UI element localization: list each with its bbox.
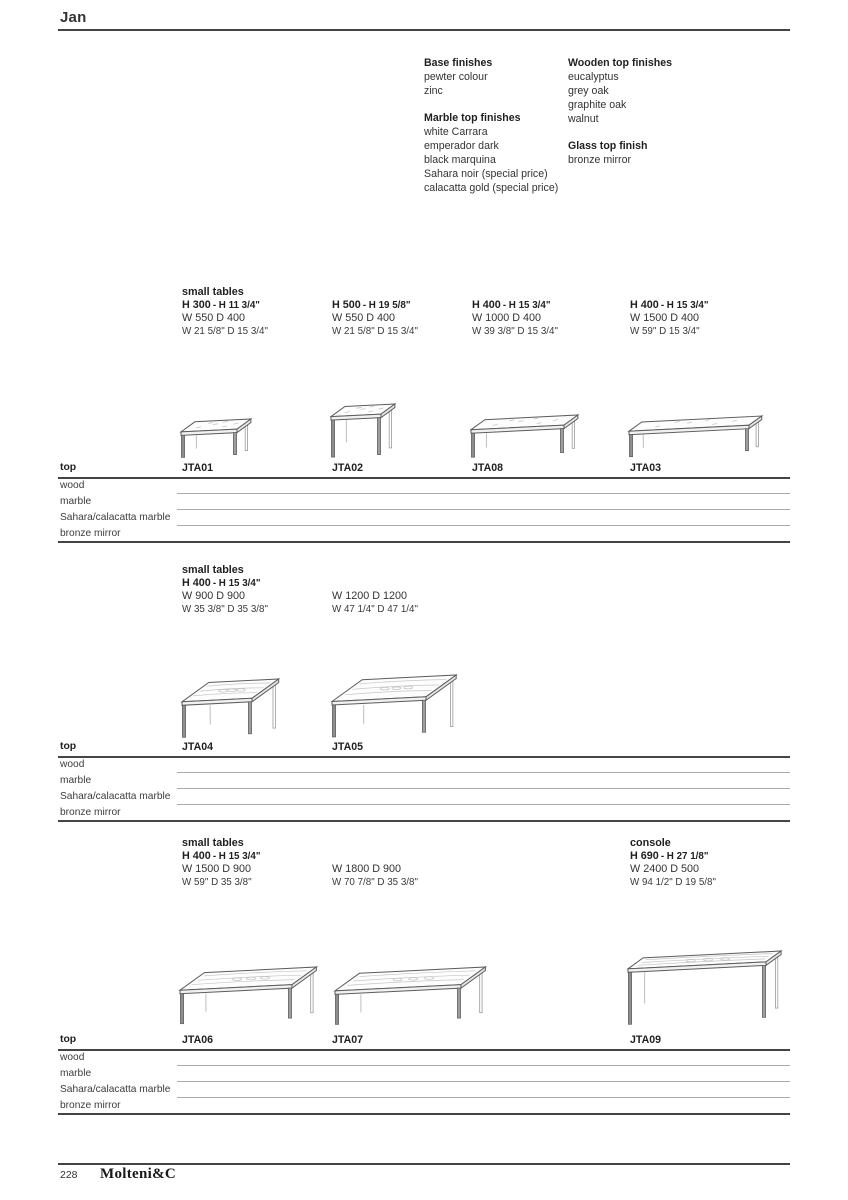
finish-row-label: Sahara/calacatta marble <box>60 1084 171 1095</box>
finish-row-label: marble <box>60 1068 92 1079</box>
table-drawing-jta03 <box>627 414 764 459</box>
finish-row-label: wood <box>60 759 85 770</box>
grid-top-label: top <box>60 462 77 473</box>
spec-metric: W 1000 D 400 <box>472 312 542 324</box>
spec-block-jta04 <box>182 564 332 616</box>
finish-item: pewter colour <box>424 71 488 83</box>
spec-category: small tables <box>182 564 244 576</box>
product-code-jta05: JTA05 <box>332 741 364 753</box>
spec-block-jta06 <box>182 837 332 889</box>
section-bottom-rule <box>58 1113 790 1115</box>
finish-item: graphite oak <box>568 99 627 111</box>
isometric-table-drawing <box>469 413 580 459</box>
finish-item: Sahara noir (special price) <box>424 168 548 180</box>
finish-row-label: Sahara/calacatta marble <box>60 512 171 523</box>
grid-row-rule <box>177 788 790 789</box>
table-drawing-jta04 <box>180 677 281 739</box>
finish-row-label: wood <box>60 1052 85 1063</box>
finish-item: bronze mirror <box>568 154 631 166</box>
spec-category <box>472 286 622 299</box>
finish-row-label: bronze mirror <box>60 528 121 539</box>
spec-height: H 400 - H 15 3/4" <box>630 299 709 311</box>
finish-item: white Carrara <box>424 126 488 138</box>
page-number: 228 <box>60 1169 78 1181</box>
isometric-table-drawing <box>333 965 487 1026</box>
finish-group-glass <box>568 139 718 167</box>
footer-rule <box>58 1163 790 1165</box>
spec-category <box>630 286 780 299</box>
spec-category: console <box>630 837 671 849</box>
finish-item: eucalyptus <box>568 71 619 83</box>
spec-block-jta01 <box>182 286 332 338</box>
table-drawing-jta05 <box>330 673 458 739</box>
grid-header-rule <box>58 477 790 479</box>
spec-category <box>332 286 482 299</box>
spec-imperial: W 21 5/8" D 15 3/4" <box>182 326 268 337</box>
spec-imperial: W 21 5/8" D 15 3/4" <box>332 326 418 337</box>
table-drawing-jta09 <box>626 949 783 1026</box>
finish-item: emperador dark <box>424 140 499 152</box>
grid-header-rule <box>58 756 790 758</box>
isometric-table-drawing <box>179 417 253 459</box>
spec-height: H 500 - H 19 5/8" <box>332 299 411 311</box>
title-rule <box>58 29 790 31</box>
table-drawing-jta07 <box>333 965 487 1026</box>
finishes-column-1 <box>424 56 574 208</box>
spec-imperial: W 59" D 15 3/4" <box>630 326 700 337</box>
spec-category: small tables <box>182 837 244 849</box>
product-code-jta09: JTA09 <box>630 1034 662 1046</box>
finish-group-title: Glass top finish <box>568 140 648 152</box>
spec-metric: W 900 D 900 <box>182 590 246 602</box>
product-code-jta07: JTA07 <box>332 1034 364 1046</box>
grid-row-rule <box>177 772 790 773</box>
spec-imperial: W 59" D 35 3/8" <box>182 877 252 888</box>
finish-group-marble <box>424 111 574 195</box>
spec-metric: W 1800 D 900 <box>332 863 402 875</box>
finishes-column-2 <box>568 56 718 180</box>
finish-group-title: Wooden top finishes <box>568 57 672 69</box>
grid-top-label: top <box>60 741 77 752</box>
isometric-table-drawing <box>329 402 397 459</box>
spec-metric: W 550 D 400 <box>182 312 246 324</box>
spec-metric: W 550 D 400 <box>332 312 396 324</box>
spec-imperial: W 70 7/8" D 35 3/8" <box>332 877 418 888</box>
brand-logo: Molteni&C <box>100 1166 177 1182</box>
finish-item: zinc <box>424 85 443 97</box>
spec-block-jta05 <box>332 564 482 616</box>
spec-block-jta03 <box>630 286 780 338</box>
isometric-table-drawing <box>330 673 458 739</box>
table-drawing-jta08 <box>469 413 580 459</box>
grid-row-rule <box>177 1081 790 1082</box>
grid-header-rule <box>58 1049 790 1051</box>
section-bottom-rule <box>58 541 790 543</box>
spec-block-jta09 <box>630 837 780 889</box>
finish-group-wood <box>568 56 718 126</box>
finish-item: grey oak <box>568 85 609 97</box>
table-drawing-jta06 <box>178 965 318 1026</box>
section-bottom-rule <box>58 820 790 822</box>
finish-row-label: marble <box>60 775 92 786</box>
isometric-table-drawing <box>180 677 281 739</box>
spec-height: H 400 - H 15 3/4" <box>472 299 551 311</box>
spec-block-jta07 <box>332 837 482 889</box>
isometric-table-drawing <box>178 965 318 1026</box>
product-code-jta03: JTA03 <box>630 462 662 474</box>
spec-category <box>332 837 482 850</box>
spec-imperial: W 47 1/4" D 47 1/4" <box>332 604 418 615</box>
grid-row-rule <box>177 1097 790 1098</box>
spec-metric: W 2400 D 500 <box>630 863 700 875</box>
grid-top-label: top <box>60 1034 77 1045</box>
product-code-jta01: JTA01 <box>182 462 214 474</box>
isometric-table-drawing <box>627 414 764 459</box>
finish-row-label: bronze mirror <box>60 807 121 818</box>
product-code-jta02: JTA02 <box>332 462 364 474</box>
finish-item: calacatta gold (special price) <box>424 182 559 194</box>
spec-category <box>332 564 482 577</box>
spec-height <box>332 850 482 863</box>
grid-row-rule <box>177 1065 790 1066</box>
finish-item: walnut <box>568 113 599 125</box>
product-code-jta04: JTA04 <box>182 741 214 753</box>
spec-height: H 400 - H 15 3/4" <box>182 850 261 862</box>
table-drawing-jta01 <box>179 417 253 459</box>
page-title: Jan <box>60 9 87 26</box>
grid-row-rule <box>177 509 790 510</box>
finish-group-title: Marble top finishes <box>424 112 521 124</box>
finish-row-label: Sahara/calacatta marble <box>60 791 171 802</box>
spec-metric: W 1500 D 900 <box>182 863 252 875</box>
spec-imperial: W 39 3/8" D 15 3/4" <box>472 326 558 337</box>
grid-row-rule <box>177 525 790 526</box>
spec-block-jta08 <box>472 286 622 338</box>
spec-height: H 690 - H 27 1/8" <box>630 850 709 862</box>
grid-row-rule <box>177 493 790 494</box>
grid-row-rule <box>177 804 790 805</box>
spec-block-jta02 <box>332 286 482 338</box>
spec-metric: W 1200 D 1200 <box>332 590 408 602</box>
spec-metric: W 1500 D 400 <box>630 312 700 324</box>
spec-category: small tables <box>182 286 244 298</box>
spec-imperial: W 35 3/8" D 35 3/8" <box>182 604 268 615</box>
finish-group-title: Base finishes <box>424 57 493 69</box>
finish-row-label: bronze mirror <box>60 1100 121 1111</box>
isometric-table-drawing <box>626 949 783 1026</box>
spec-height: H 300 - H 11 3/4" <box>182 299 260 311</box>
spec-imperial: W 94 1/2" D 19 5/8" <box>630 877 716 888</box>
table-drawing-jta02 <box>329 402 397 459</box>
spec-height: H 400 - H 15 3/4" <box>182 577 261 589</box>
finish-group-base <box>424 56 574 98</box>
finish-row-label: marble <box>60 496 92 507</box>
product-code-jta08: JTA08 <box>472 462 504 474</box>
finish-row-label: wood <box>60 480 85 491</box>
product-code-jta06: JTA06 <box>182 1034 214 1046</box>
spec-height <box>332 577 482 590</box>
finish-item: black marquina <box>424 154 496 166</box>
